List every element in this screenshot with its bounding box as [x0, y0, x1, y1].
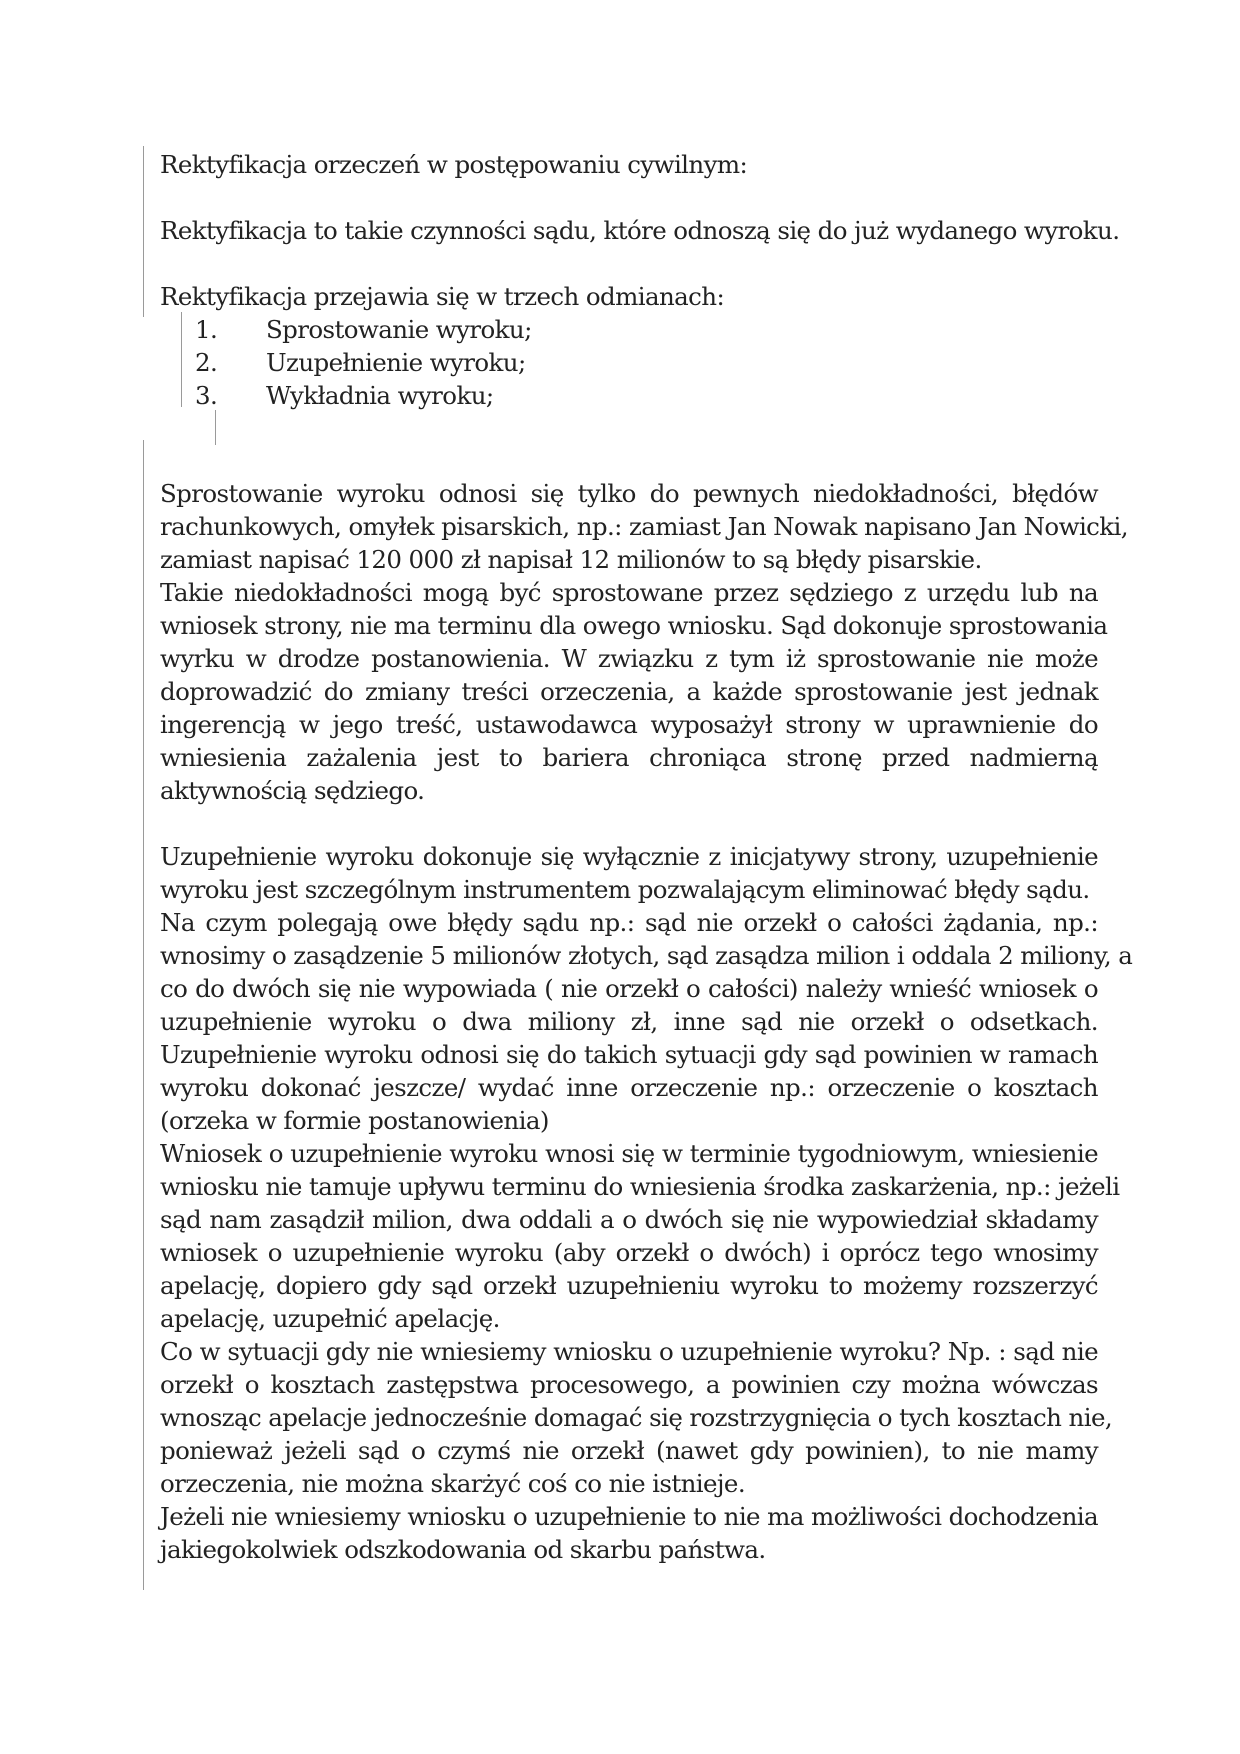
- paragraph-line: Jeżeli nie wniesiemy wniosku o uzupełnienie to nie ma możliwości dochodzenia: [160, 1502, 1098, 1531]
- document-title: Rektyfikacja orzeczeń w postępowaniu cywilnym:: [160, 150, 748, 179]
- paragraph-line: wyroku dokonać jeszcze/ wydać inne orzeczenie np.: orzeczenie o kosztach: [160, 1073, 1098, 1102]
- paragraph-line: rachunkowych, omyłek pisarskich, np.: zamiast Jan Nowak napisano Jan Nowicki,: [160, 512, 1128, 541]
- margin-line-bottom: [143, 440, 144, 1590]
- list-item-text: Wykładnia wyroku;: [266, 381, 494, 410]
- list-number: 2.: [195, 348, 218, 377]
- paragraph-line: apelację, uzupełnić apelację.: [160, 1304, 500, 1333]
- paragraph-line: wnosimy o zasądzenie 5 milionów złotych, sąd zasądza milion i oddala 2 miliony, a: [160, 941, 1133, 970]
- paragraph-line: Uzupełnienie wyroku dokonuje się wyłącznie z inicjatywy strony, uzupełnienie: [160, 842, 1098, 871]
- paragraph-line: co do dwóch się nie wypowiada ( nie orzekł o całości) należy wnieść wniosek o: [160, 974, 1098, 1003]
- paragraph-line: Na czym polegają owe błędy sądu np.: sąd nie orzekł o całości żądania, np.:: [160, 908, 1098, 937]
- paragraph-line: Co w sytuacji gdy nie wniesiemy wniosku o uzupełnienie wyroku? Np. : sąd nie: [160, 1337, 1098, 1366]
- paragraph-line: aktywnością sędziego.: [160, 776, 425, 805]
- list-item-text: Sprostowanie wyroku;: [266, 315, 532, 344]
- paragraph-line: orzekł o kosztach zastępstwa procesowego, a powinien czy można wówczas: [160, 1370, 1098, 1399]
- paragraph-line: wniesienia zażalenia jest to bariera chroniąca stronę przed nadmierną: [160, 743, 1098, 772]
- paragraph-line: wyrku w drodze postanowienia. W związku z tym iż sprostowanie nie może: [160, 644, 1098, 673]
- paragraph-line: uzupełnienie wyroku o dwa miliony zł, inne sąd nie orzekł o odsetkach.: [160, 1007, 1098, 1036]
- list-number: 3.: [195, 381, 218, 410]
- paragraph-line: wniosku nie tamuje upływu terminu do wniesienia środka zaskarżenia, np.: jeżeli: [160, 1172, 1120, 1201]
- paragraph-line: zamiast napisać 120 000 zł napisał 12 milionów to są błędy pisarskie.: [160, 545, 982, 574]
- list-number: 1.: [195, 315, 218, 344]
- paragraph-line: ponieważ jeżeli sąd o czymś nie orzekł (nawet gdy powinien), to nie mamy: [160, 1436, 1098, 1465]
- paragraph-line: Takie niedokładności mogą być sprostowane przez sędziego z urzędu lub na: [160, 578, 1098, 607]
- list-indent-bar: [181, 312, 182, 407]
- margin-line-middle: [143, 275, 144, 317]
- paragraph-line: Uzupełnienie wyroku odnosi się do takich sytuacji gdy sąd powinien w ramach: [160, 1040, 1098, 1069]
- paragraph-line: wnosząc apelacje jednocześnie domagać się rozstrzygnięcia o tych kosztach nie,: [160, 1403, 1113, 1432]
- paragraph-line: ingerencją w jego treść, ustawodawca wyposażył strony w uprawnienie do: [160, 710, 1098, 739]
- list-heading: Rektyfikacja przejawia się w trzech odmianach:: [160, 282, 725, 311]
- paragraph-line: wniosek o uzupełnienie wyroku (aby orzekł o dwóch) i oprócz tego wnosimy: [160, 1238, 1098, 1267]
- paragraph-line: Sprostowanie wyroku odnosi się tylko do pewnych niedokładności, błędów: [160, 479, 1098, 508]
- paragraph-line: orzeczenia, nie można skarżyć coś co nie istnieje.: [160, 1469, 746, 1498]
- paragraph-line: apelację, dopiero gdy sąd orzekł uzupełnieniu wyroku to możemy rozszerzyć: [160, 1271, 1098, 1300]
- list-item-text: Uzupełnienie wyroku;: [266, 348, 526, 377]
- paragraph-line: wniosek strony, nie ma terminu dla owego wniosku. Sąd dokonuje sprostowania: [160, 611, 1108, 640]
- paragraph-line: wyroku jest szczególnym instrumentem pozwalającym eliminować błędy sądu.: [160, 875, 1090, 904]
- intro-paragraph: Rektyfikacja to takie czynności sądu, które odnoszą się do już wydanego wyroku.: [160, 216, 1120, 245]
- paragraph-line: jakiegokolwiek odszkodowania od skarbu państwa.: [160, 1535, 766, 1564]
- paragraph-line: doprowadzić do zmiany treści orzeczenia, a każde sprostowanie jest jednak: [160, 677, 1098, 706]
- list-indent-bar-tail: [215, 410, 216, 445]
- paragraph-line: sąd nam zasądził milion, dwa oddali a o dwóch się nie wypowiedział składamy: [160, 1205, 1098, 1234]
- paragraph-line: (orzeka w formie postanowienia): [160, 1106, 549, 1135]
- margin-line-top: [143, 146, 144, 281]
- paragraph-line: Wniosek o uzupełnienie wyroku wnosi się w terminie tygodniowym, wniesienie: [160, 1139, 1098, 1168]
